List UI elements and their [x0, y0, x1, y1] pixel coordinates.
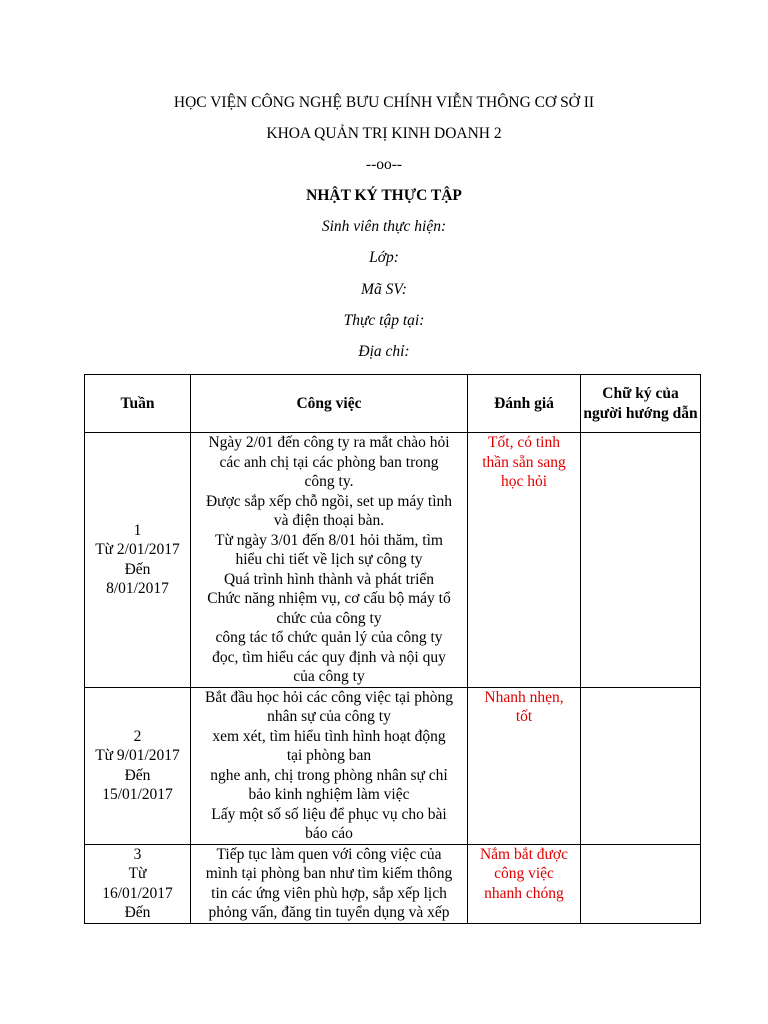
work-cell-line: công ty. — [304, 473, 354, 490]
work-cell-line: Ngày 2/01 đến công ty ra mắt chào hỏi — [208, 434, 450, 451]
table-row — [85, 844, 701, 923]
work-cell-line: và điện thoại bàn. — [273, 512, 385, 529]
work-cell-line: bảo kinh nghiệm làm việc — [248, 786, 410, 803]
work-cell-line: chức của công ty — [276, 609, 382, 627]
work-cell-line: xem xét, tìm hiểu tình hình hoạt động — [212, 727, 446, 745]
student-id-label: Mã SV: — [361, 281, 407, 298]
week-cell-line: Từ — [128, 865, 147, 882]
work-cell-line: tại phòng ban — [286, 747, 372, 764]
work-cell — [191, 433, 468, 688]
week-cell-line: 1 — [133, 521, 142, 539]
address-label: Địa chỉ: — [358, 343, 410, 360]
week-cell-line: 3 — [133, 845, 142, 863]
table-row — [85, 687, 701, 844]
evaluation-cell-line: công việc — [494, 865, 554, 882]
week-cell-line: 8/01/2017 — [106, 580, 169, 598]
separator: --oo-- — [365, 156, 403, 173]
week-cell-line: Đến — [124, 766, 151, 784]
column-header-signature: Chữ ký của người hướng dẫn — [581, 375, 701, 433]
evaluation-cell-line: Nhanh nhẹn, — [484, 688, 564, 706]
work-cell-line: Tiếp tục làm quen với công việc của — [216, 845, 442, 863]
page-title: NHẬT KÝ THỰC TẬP — [306, 187, 462, 204]
work-cell-line: Từ ngày 3/01 đến 8/01 hỏi thăm, tìm — [215, 531, 443, 549]
signature-cell — [581, 433, 701, 688]
work-cell — [191, 687, 468, 844]
work-cell-line: Được sắp xếp chỗ ngồi, set up máy tình — [205, 492, 453, 510]
student-label: Sinh viên thực hiện: — [321, 218, 447, 235]
work-cell-line: Bắt đầu học hỏi các công việc tại phòng — [205, 688, 453, 706]
column-header-work: Công việc — [191, 375, 468, 433]
week-cell-line: Từ 2/01/2017 — [95, 541, 180, 559]
work-cell-line: Quá trình hình thành và phát triển — [223, 570, 435, 588]
evaluation-cell — [468, 433, 581, 688]
work-cell-line: nhân sự của công ty — [267, 708, 391, 725]
table-row — [85, 433, 701, 688]
work-cell-line: phỏng vấn, đăng tin tuyển dụng và xếp — [208, 904, 450, 921]
institute-heading: HỌC VIỆN CÔNG NGHỆ BƯU CHÍNH VIỄN THÔNG CƠ SỞ II — [173, 94, 595, 111]
week-cell — [85, 687, 191, 844]
week-cell — [85, 844, 191, 923]
week-cell-line: 15/01/2017 — [102, 786, 173, 803]
evaluation-cell-line: thần sẵn sang — [482, 453, 566, 471]
work-cell-line: Chức năng nhiệm vụ, cơ cấu bộ máy tổ — [207, 590, 451, 607]
intern-place-label: Thực tập tại: — [343, 312, 425, 329]
work-cell-line: mình tại phòng ban như tìm kiếm thông — [205, 865, 453, 882]
column-header-week: Tuần — [85, 375, 191, 433]
evaluation-cell — [468, 687, 581, 844]
internship-diary-table — [84, 374, 701, 924]
work-cell-line: hiểu chi tiết về lịch sự công ty — [235, 551, 423, 568]
faculty-heading: KHOA QUẢN TRỊ KINH DOANH 2 — [266, 125, 502, 142]
column-header-evaluation: Đánh giá — [468, 375, 581, 433]
work-cell-line: đọc, tìm hiểu các quy định và nội quy — [212, 648, 446, 666]
work-cell — [191, 844, 468, 923]
week-cell-line: Từ 9/01/2017 — [95, 747, 180, 764]
week-cell-line: 2 — [133, 727, 142, 745]
class-label: Lớp: — [369, 249, 399, 266]
evaluation-cell — [468, 844, 581, 923]
week-cell-line: 16/01/2017 — [102, 884, 173, 902]
week-cell-line: Đến — [124, 560, 151, 578]
work-cell-line: tin các ứng viên phù hợp, sắp xếp lịch — [211, 884, 447, 902]
evaluation-cell-line: tốt — [515, 708, 533, 725]
signature-cell — [581, 687, 701, 844]
work-cell-line: công tác tổ chức quản lý của công ty — [215, 629, 443, 646]
signature-cell — [581, 844, 701, 923]
evaluation-cell-line: nhanh chóng — [484, 884, 564, 902]
work-cell-line: báo cáo — [305, 825, 353, 842]
evaluation-cell-line: học hỏi — [500, 473, 548, 490]
evaluation-cell-line: Tốt, có tinh — [488, 434, 560, 451]
work-cell-line: nghe anh, chị trong phòng nhân sự chỉ — [210, 766, 448, 784]
week-cell — [85, 433, 191, 688]
work-cell-line: Lấy một số số liệu để phục vụ cho bài — [211, 805, 447, 823]
work-cell-line: các anh chị tại các phòng ban trong — [219, 453, 439, 471]
work-cell-line: của công ty — [293, 668, 365, 685]
table-header-row — [85, 375, 701, 433]
week-cell-line: Đến — [124, 904, 151, 921]
evaluation-cell-line: Nắm bắt được — [479, 845, 569, 863]
